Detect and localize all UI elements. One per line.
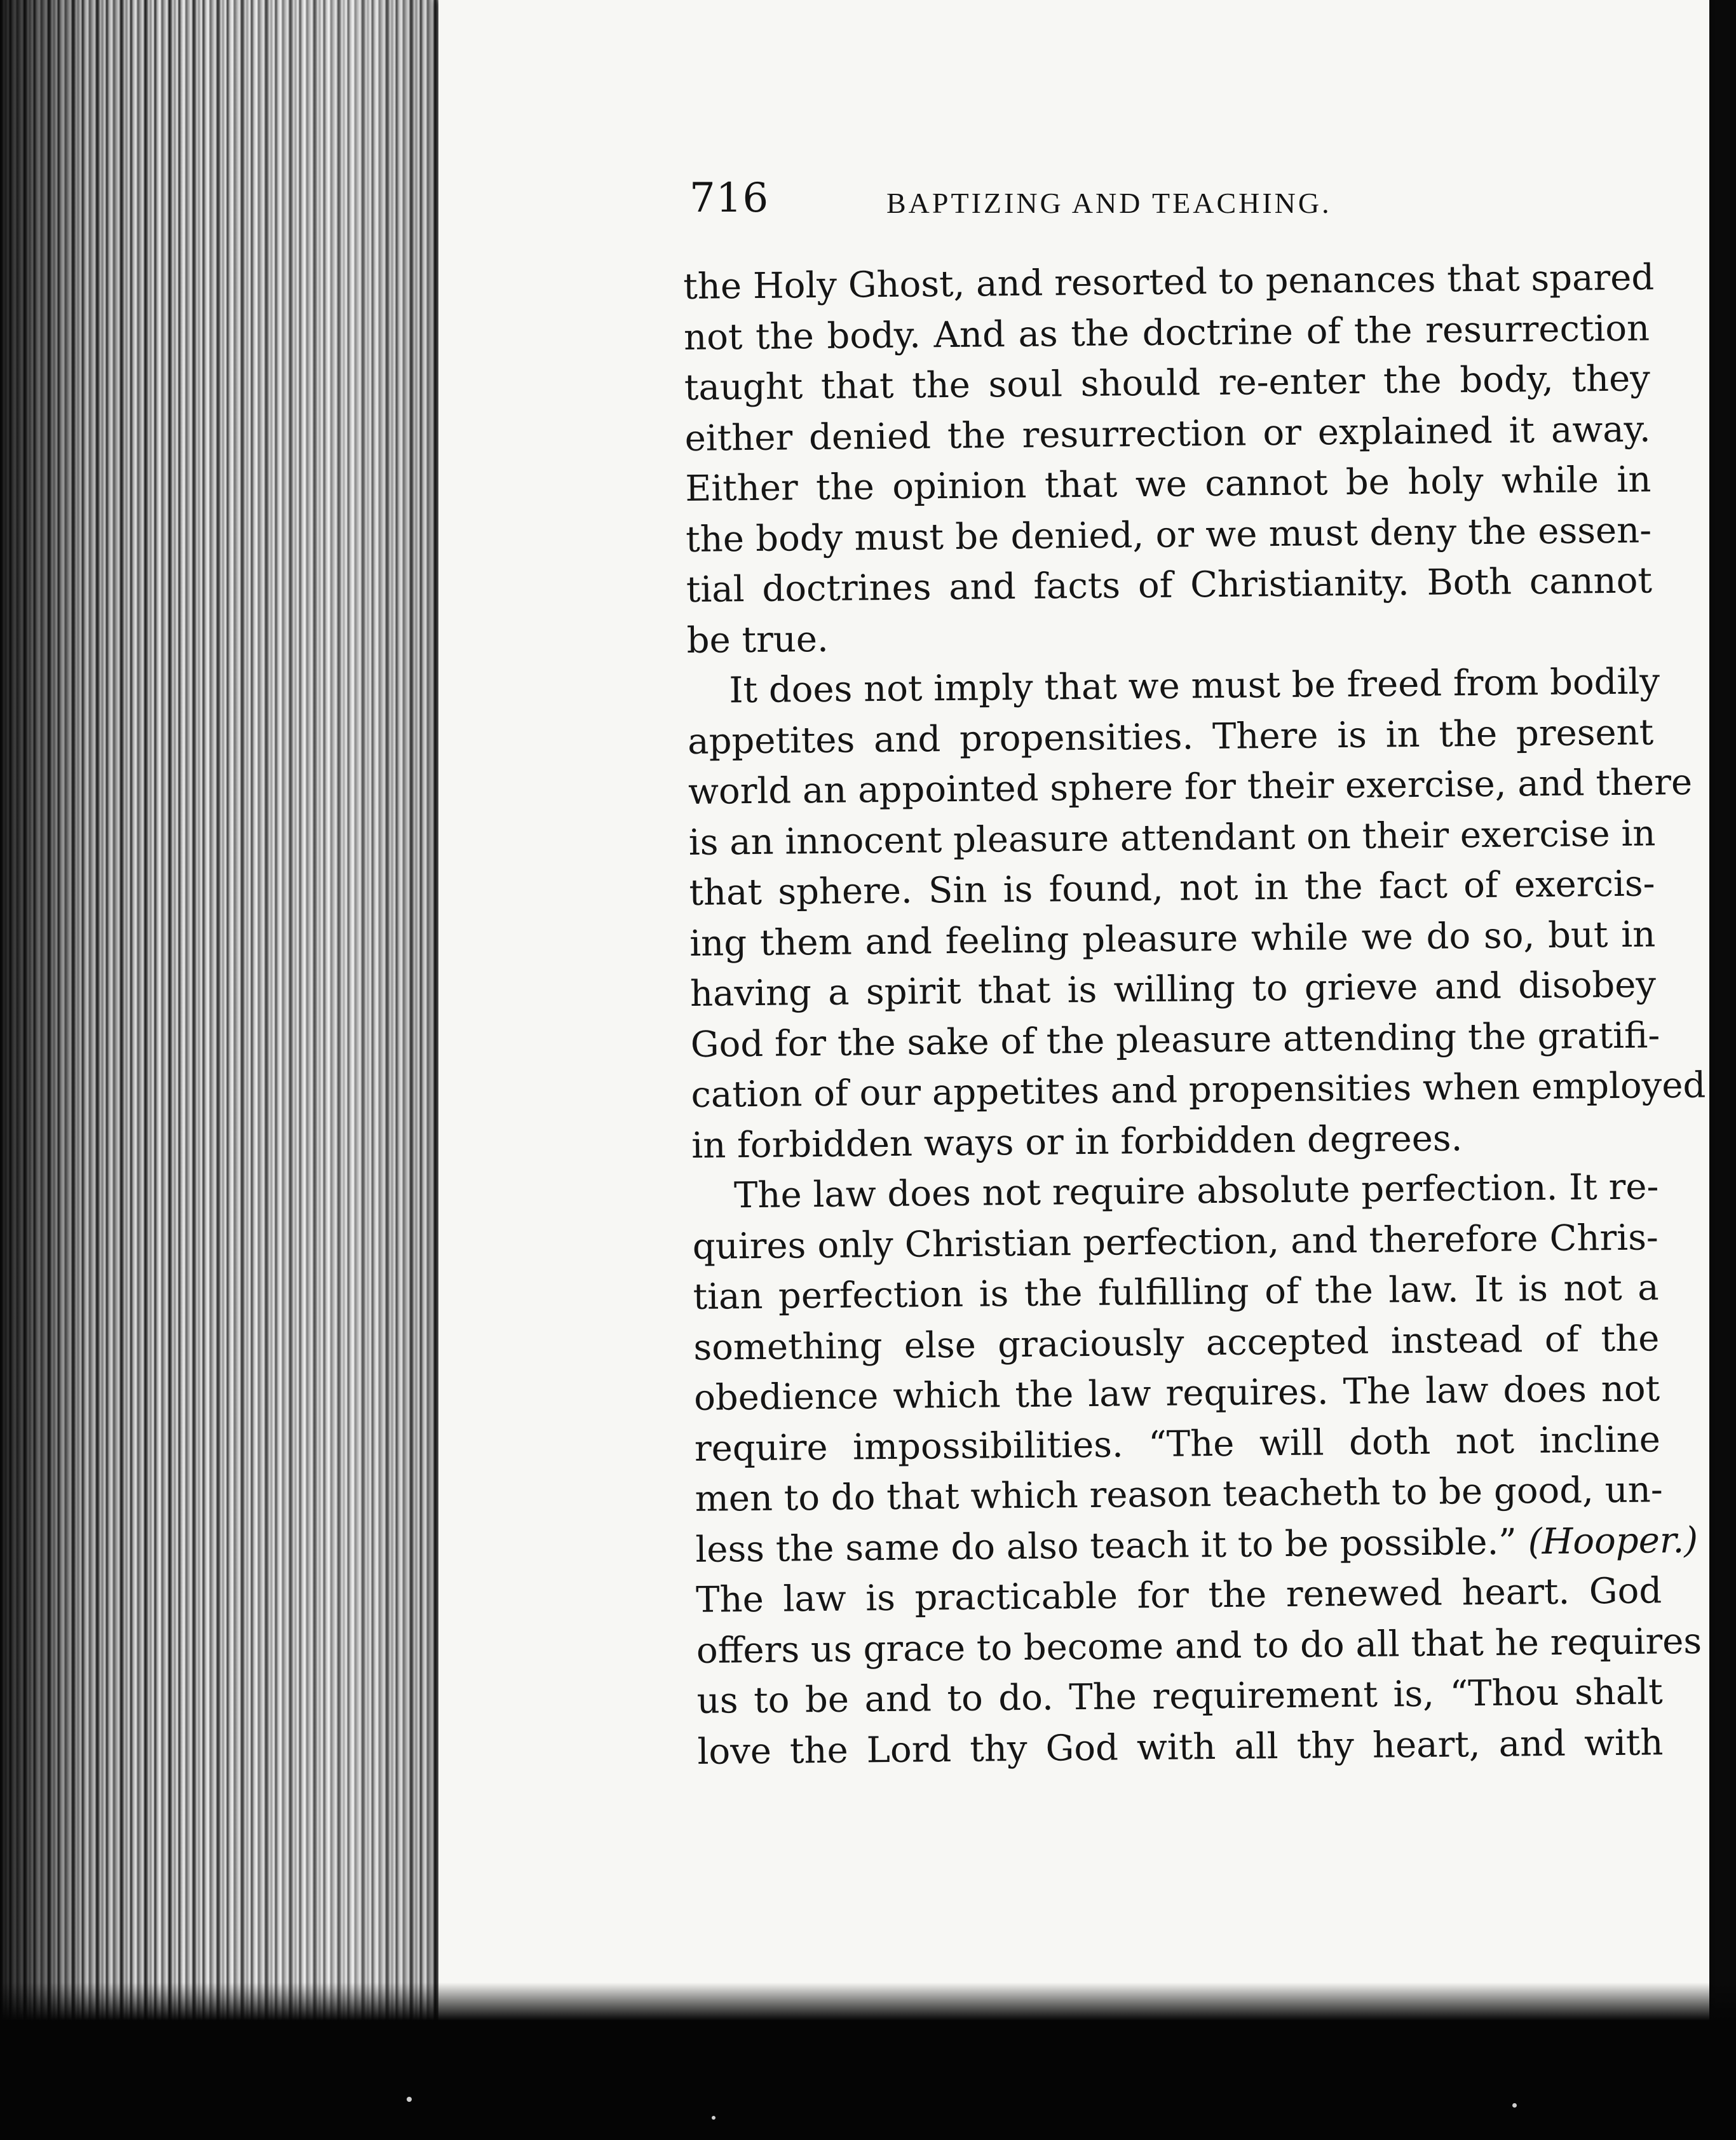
text-line: The law is practicable for the renewed heart. God — [695, 1570, 1662, 1621]
text-line: require impossibilities. “The will doth not incline — [694, 1418, 1661, 1470]
text-line: love the Lord thy God with all thy heart, and with — [697, 1721, 1664, 1773]
text-line: is an innocent pleasure attendant on their exercise in — [688, 812, 1656, 863]
paragraph-1 — [683, 252, 1653, 666]
dust-speck — [712, 2116, 715, 2120]
text-line: quires only Christian perfection, and therefore Chris- — [692, 1216, 1659, 1268]
text-line: taught that the soul should re-enter the body, they — [684, 358, 1651, 409]
text-line: offers us grace to become and to do all that he requires — [696, 1620, 1702, 1672]
text-line: Either the opinion that we cannot be holy while in — [685, 459, 1651, 510]
page-number: 716 — [689, 175, 770, 222]
text-line: world an appointed sphere for their exercise, and there — [688, 761, 1693, 813]
paragraph-3 — [692, 1161, 1702, 1777]
text-line: ing them and feeling pleasure while we do so, but in — [689, 913, 1656, 965]
paragraph-2 — [687, 656, 1706, 1171]
text-line-with-citation — [695, 1515, 1699, 1575]
dust-speck — [407, 2097, 412, 2102]
running-head: BAPTIZING AND TEACHING. — [886, 187, 1332, 219]
text-line: the Holy Ghost, and resorted to penances that spared — [683, 257, 1655, 308]
text-line: something else graciously accepted instead of the — [693, 1317, 1660, 1369]
text-line: not the body. And as the doctrine of the resurrection — [683, 307, 1650, 358]
page-bottom-shadow — [0, 1982, 1736, 2140]
text-line: men to do that which reason teacheth to be good, un- — [695, 1469, 1664, 1520]
body-text — [683, 252, 1706, 1777]
text-line: the body must be denied, or we must deny the essen- — [685, 509, 1652, 560]
dust-speck — [1512, 2103, 1517, 2108]
text-line: in forbidden ways or in forbidden degrees. — [691, 1117, 1463, 1167]
text-line: tial doctrines and facts of Christianity. Both cannot — [686, 560, 1653, 611]
text-line: appetites and propensities. There is in the present — [687, 711, 1654, 762]
text-line: obedience which the law requires. The law does not — [693, 1368, 1660, 1419]
text-line: us to be and to do. The requirement is, “Thou shalt — [696, 1671, 1663, 1722]
text-line: either denied the resurrection or explained it away. — [684, 408, 1651, 459]
text-line: that sphere. Sin is found, not in the fact of exercis- — [689, 863, 1655, 914]
text-line: be true. — [686, 618, 829, 661]
text-segment: less the same do also teach it to be possible.” — [695, 1520, 1529, 1571]
page-header — [689, 175, 1655, 226]
text-line: cation of our appetites and propensities when employed — [691, 1064, 1706, 1116]
text-line: The law does not require absolute perfection. It re- — [733, 1166, 1659, 1217]
book-page-edges — [0, 0, 438, 2140]
text-line: having a spirit that is willing to grieve and disobey — [689, 964, 1657, 1015]
citation: (Hooper.) — [1528, 1519, 1699, 1562]
text-line: It does not imply that we must be freed from bodily — [729, 661, 1660, 712]
text-line: tian perfection is the fulfilling of the law. It is not a — [693, 1267, 1659, 1318]
text-line: God for the sake of the pleasure attending the gratifi- — [690, 1014, 1660, 1066]
printed-page — [438, 0, 1709, 2065]
